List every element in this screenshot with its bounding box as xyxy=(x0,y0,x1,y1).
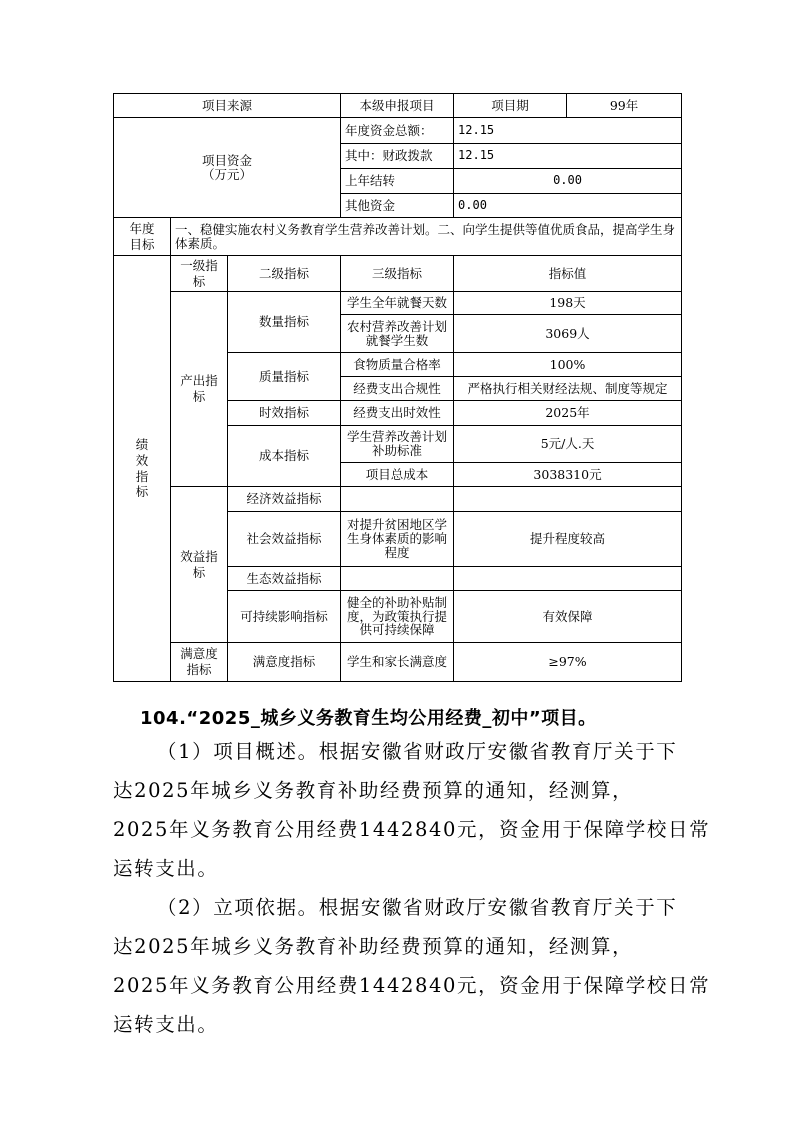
l2-satisfaction: 满意度指标 xyxy=(228,643,341,682)
l3-cell: 学生全年就餐天数 xyxy=(341,292,454,315)
value-cell: 严格执行相关财经法规、制度等规定 xyxy=(454,377,682,401)
header-level1: 一级指标 xyxy=(171,256,228,292)
funds-label: 项目资金 xyxy=(202,152,253,168)
funds-row-value: 0.00 xyxy=(454,194,682,218)
goal-label: 年度 目标 xyxy=(114,218,171,256)
satisfaction-label: 满意度指标 xyxy=(171,643,228,682)
l3-cell: 食物质量合格率 xyxy=(341,353,454,377)
period-label: 项目期 xyxy=(454,94,567,118)
value-cell: 100% xyxy=(454,353,682,377)
value-cell: 3038310元 xyxy=(454,463,682,487)
paragraph-line: 运转支出。 xyxy=(113,1013,219,1036)
value-cell xyxy=(454,487,682,512)
paragraph-line: 运转支出。 xyxy=(113,857,219,880)
basis-paragraph xyxy=(113,888,711,1044)
funds-row-label: 其中：财政拨款 xyxy=(341,144,454,169)
header-level3: 三级指标 xyxy=(341,256,454,292)
paragraph-line: 2025年义务教育公用经费1442840元，资金用于保障学校日常 xyxy=(113,818,711,841)
l2-economic: 经济效益指标 xyxy=(228,487,341,512)
section-heading: 104.“2025_城乡义务教育生均公用经费_初中”项目。 xyxy=(140,708,597,729)
l3-cell: 经费支出合规性 xyxy=(341,377,454,401)
l3-cell: 经费支出时效性 xyxy=(341,401,454,426)
l3-cell: 项目总成本 xyxy=(341,463,454,487)
value-cell: 198天 xyxy=(454,292,682,315)
l3-cell xyxy=(341,567,454,591)
value-cell: 提升程度较高 xyxy=(454,512,682,567)
header-level2: 二级指标 xyxy=(228,256,341,292)
l3-cell: 学生营养改善计划补助标准 xyxy=(341,426,454,463)
l2-sustainable: 可持续影响指标 xyxy=(228,591,341,643)
paragraph-line: 达2025年城乡义务教育补助经费预算的通知，经测算， xyxy=(113,935,634,958)
paragraph-line: （2）立项依据。根据安徽省财政厅安徽省教育厅关于下 xyxy=(157,896,678,919)
performance-table xyxy=(113,93,682,682)
output-label: 产出指标 xyxy=(171,292,228,487)
l2-cost: 成本指标 xyxy=(228,426,341,487)
l2-timeliness: 时效指标 xyxy=(228,401,341,426)
paragraph-line: 2025年义务教育公用经费1442840元，资金用于保障学校日常 xyxy=(113,974,711,997)
l2-quality: 质量指标 xyxy=(228,353,341,401)
paragraph-line: 达2025年城乡义务教育补助经费预算的通知，经测算， xyxy=(113,779,634,802)
funds-row-value: 12.15 xyxy=(454,144,682,169)
value-cell xyxy=(454,567,682,591)
funds-row-label: 上年结转 xyxy=(341,169,454,194)
value-cell: 5元/人.天 xyxy=(454,426,682,463)
value-cell: 2025年 xyxy=(454,401,682,426)
l3-cell xyxy=(341,487,454,512)
goal-text: 一、稳健实施农村义务教育学生营养改善计划。二、向学生提供等值优质食品，提高学生身体素质。 xyxy=(171,218,682,256)
l2-quantity: 数量指标 xyxy=(228,292,341,353)
header-value: 指标值 xyxy=(454,256,682,292)
l3-cell: 对提升贫困地区学生身体素质的影响程度 xyxy=(341,512,454,567)
value-cell: 3069人 xyxy=(454,315,682,353)
perf-label: 绩效指标 xyxy=(114,256,171,682)
l3-cell: 农村营养改善计划就餐学生数 xyxy=(341,315,454,353)
funds-row-value: 0.00 xyxy=(454,169,682,194)
l2-ecological: 生态效益指标 xyxy=(228,567,341,591)
overview-paragraph xyxy=(113,732,711,888)
value-cell: ≥97% xyxy=(454,643,682,682)
benefit-label: 效益指标 xyxy=(171,487,228,643)
l2-social: 社会效益指标 xyxy=(228,512,341,567)
period-value: 99年 xyxy=(567,94,682,118)
value-cell: 有效保障 xyxy=(454,591,682,643)
funds-row-label: 年度资金总额： xyxy=(341,118,454,144)
l3-cell: 学生和家长满意度 xyxy=(341,643,454,682)
funds-label-cell xyxy=(114,118,341,218)
source-label: 项目来源 xyxy=(114,94,341,118)
source-value: 本级申报项目 xyxy=(341,94,454,118)
funds-unit: （万元） xyxy=(202,166,253,182)
funds-row-value: 12.15 xyxy=(454,118,682,144)
funds-row-label: 其他资金 xyxy=(341,194,454,218)
paragraph-line: （1）项目概述。根据安徽省财政厅安徽省教育厅关于下 xyxy=(157,740,678,763)
l3-cell: 健全的补助补贴制度，为政策执行提供可持续保障 xyxy=(341,591,454,643)
